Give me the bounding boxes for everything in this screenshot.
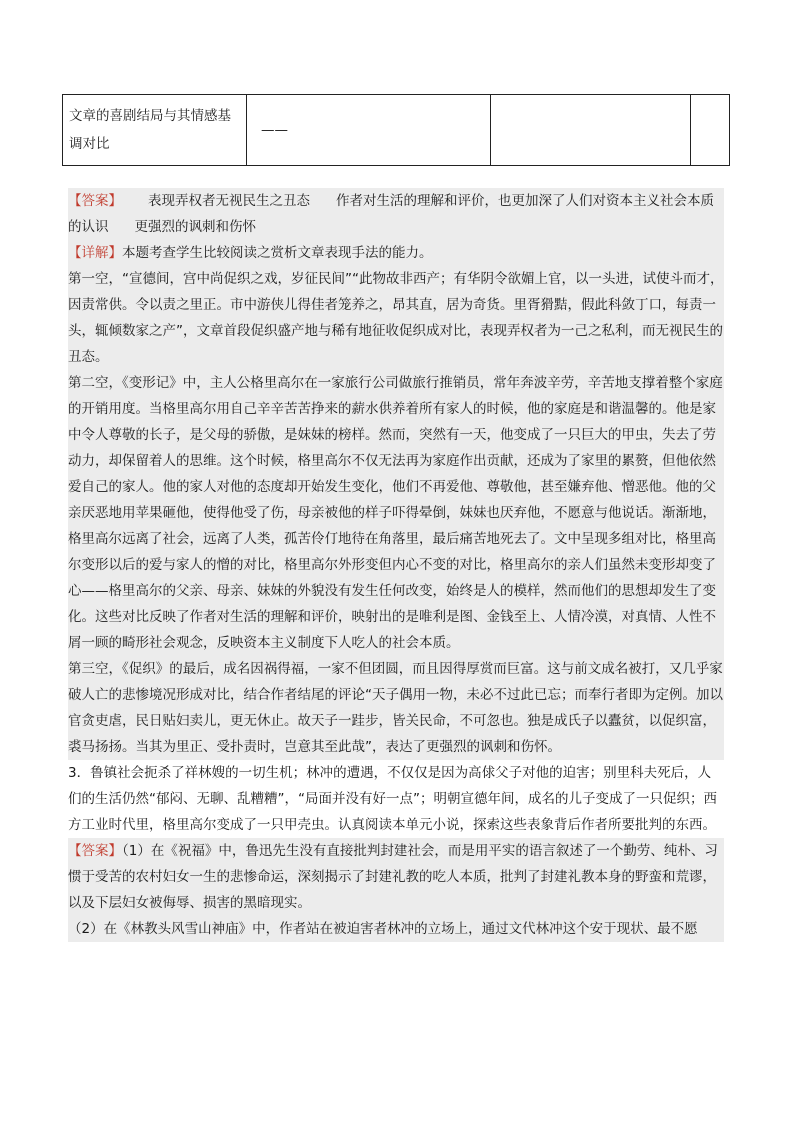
- answer-blank-3: 更强烈的讽刺和伤怀: [134, 219, 256, 235]
- answer-3-paragraph-2: （2）在《林教头风雪山神庙》中，作者站在被迫害者林冲的立场上，通过文代林冲这个安于现状、最不愿: [68, 921, 698, 937]
- detail-paragraph-2: 第二空，《变形记》中，主人公格里高尔在一家旅行公司做旅行推销员，常年奔波辛劳，辛苦地支撑着整个家庭的开销用度。当格里高尔用自己辛辛苦苦挣来的薪水供养着所有家人的时候，他的家庭是和谐温馨的。他是家中令人尊敬的长子，是父母的骄傲，是妹妹的榜样。然而，突然有一天，他变成了一只巨大的甲虫，失去了劳动力，却保留着人的思维。这个时候，格里高尔不仅无法再为家庭作出贡献，还成为了家里的累赘，但他依然爱自己的家人。他的家人对他的态度却开始发生变化，他们不再爱他、尊敬他，甚至嫌弃他、憎恶他。他的父亲厌恶地用苹果砸他，使得他受了伤，母亲被他的样子吓得晕倒，妹妹也厌弃他，不愿意与他说话。渐渐地，格里高尔远离了社会，远离了人类，孤苦伶仃地待在角落里，最后痛苦地死去了。文中呈现多组对比，格里高尔变形以后的爱与家人的憎的对比，格里高尔外形变但内心不变的对比，格里高尔的亲人们虽然未变形却变了心——格里高尔的父亲、母亲、妹妹的外貌没有发生任何改变，始终是人的模样，然而他们的思想却发生了变化。这些对比反映了作者对生活的理解和评价，映射出的是唯利是图、金钱至上、人情冷漠，对真情、人性不屑一顾的畸形社会观念，反映资本主义制度下人吃人的社会本质。: [68, 375, 723, 651]
- answer-paragraph: [68, 188, 724, 240]
- detail-paragraph-1: 第一空，“宣德间，宫中尚促织之戏，岁征民间”“此物故非西产；有华阴令欲媚上官，以一头进，试使斗而才，因责常供。令以责之里正。市中游侠儿得佳者笼养之，昂其直，居为奇货。里胥猾黠，假此科敛丁口，每责一头，辄倾数家之产”，文章首段促织盛产地与稀有地征收促织成对比，表现弄权者为一己之私利，而无视民生的丑态。: [68, 271, 724, 365]
- answer-block: [68, 188, 724, 760]
- answer-tag: 【答案】: [68, 193, 122, 209]
- table-cell-topic: 文章的喜剧结局与其情感基调对比: [63, 95, 247, 166]
- table-cell-empty-narrow: [691, 95, 730, 166]
- table-cell-empty: [491, 95, 691, 166]
- detail-intro: [68, 240, 724, 266]
- detail-paragraph-3: 第三空，《促织》的最后，成名因祸得福，一家不但团圆，而且因得厚赏而巨富。这与前文成名被打，又几乎家破人亡的悲惨境况形成对比，结合作者结尾的评论“天子偶用一物，未必不过此已忘；而奉行者即为定例。加以官贪吏虐，民日贴妇卖儿，更无休止。故天子一跬步，皆关民命，不可忽也。独是成氏子以蠹贫，以促织富，裘马扬扬。当其为里正、受扑责时，岂意其至此哉”，表达了更强烈的讽刺和伤怀。: [68, 661, 723, 755]
- answer-3-tag: 【答案】: [68, 843, 122, 859]
- detail-tag: 【详解】: [68, 245, 122, 261]
- detail-intro-text: 本题考查学生比较阅读之赏析文章表现手法的能力。: [122, 245, 433, 261]
- comparison-table: [62, 94, 730, 166]
- answer-3-paragraph-1: [68, 838, 724, 916]
- answer-3-text-1: （1）在《祝福》中，鲁迅先生没有直接批判封建社会，而是用平实的语言叙述了一个勤劳、纯朴、习惯于受苦的农村妇女一生的悲惨命运，深刻揭示了封建礼教的吃人本质，批判了封建礼教本身的野蛮和荒谬，以及下层妇女被侮辱、损害的黑暗现实。: [68, 843, 718, 911]
- answer-3-block: [68, 838, 724, 942]
- content-area: [68, 188, 724, 942]
- question-3: 3．鲁镇社会扼杀了祥林嫂的一切生机；林冲的遭遇，不仅仅是因为高俅父子对他的迫害；别里科夫死后，人们的生活仍然“郁闷、无聊、乱糟糟”，“局面并没有好一点”；明朝宣德年间，成名的儿子变成了一只促织；西方工业时代里，格里高尔变成了一只甲壳虫。认真阅读本单元小说，探索这些表象背后作者所要批判的东西。: [68, 765, 717, 833]
- answer-blank-2: 作者对生活的理解和评价，也更加深了人们对资本主义社会本质的认识: [68, 193, 714, 235]
- table-cell-dash: ——: [247, 95, 491, 166]
- table-row: [63, 95, 730, 166]
- answer-blank-1: 表现弄权者无视民生之丑态: [148, 193, 310, 209]
